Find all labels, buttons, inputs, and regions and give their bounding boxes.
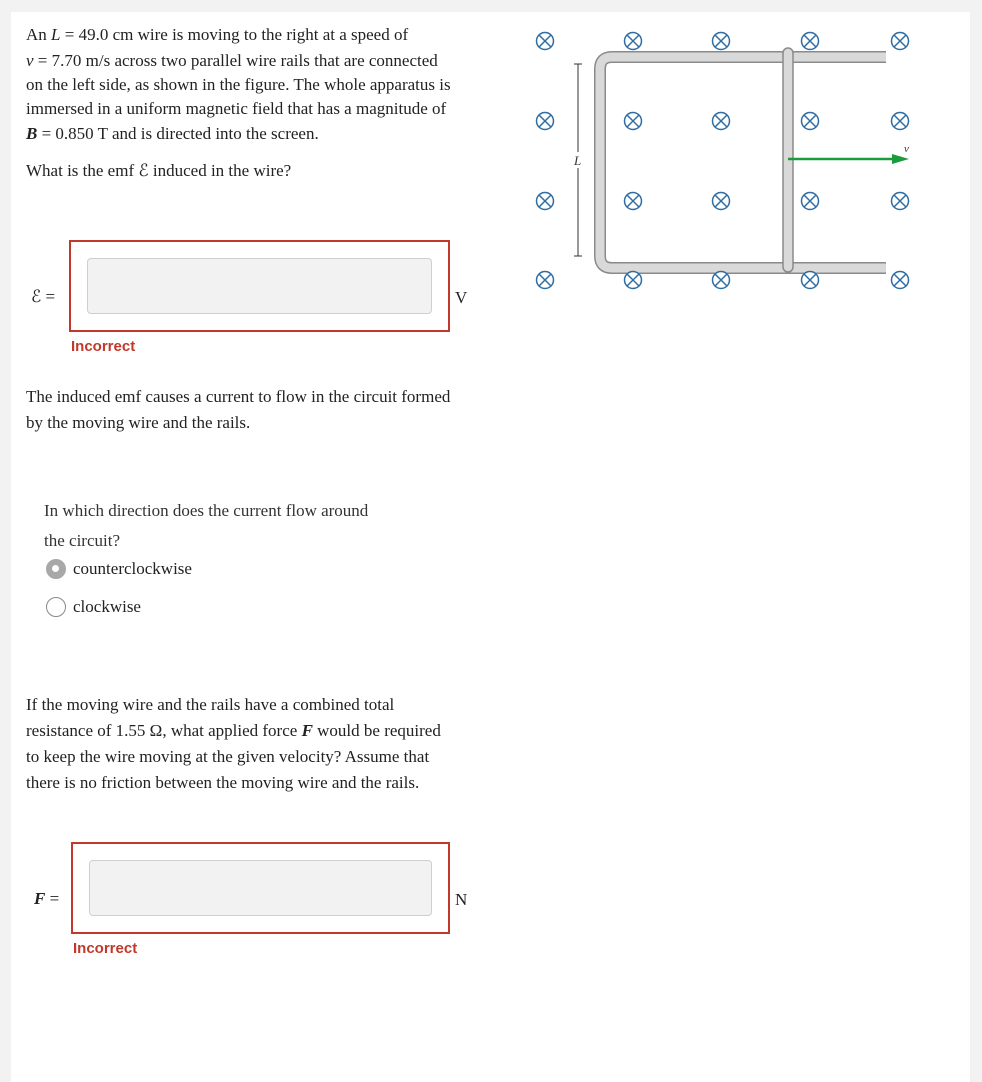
length-label: L xyxy=(574,153,582,168)
problem-intro-line-4: immersed in a uniform magnetic field that has a magnitude of xyxy=(26,99,447,118)
force-label: F = xyxy=(34,889,60,908)
emf-input[interactable] xyxy=(87,258,432,314)
rails xyxy=(600,57,886,268)
problem-intro-line-2: v = 7.70 m/s across two parallel wire rails that are connected xyxy=(26,51,438,70)
force-question-line-4: there is no friction between the moving wire and the rails. xyxy=(26,773,420,792)
option-label: clockwise xyxy=(73,597,141,616)
force-question-line-1: If the moving wire and the rails have a combined total xyxy=(26,695,395,714)
direction-question-line-2: the circuit? xyxy=(44,531,120,550)
direction-question-line-1: In which direction does the current flow around xyxy=(44,501,369,520)
emf-feedback: Incorrect xyxy=(71,338,136,355)
option-clockwise[interactable] xyxy=(46,597,141,617)
force-input[interactable] xyxy=(89,860,432,916)
force-question-line-3: to keep the wire moving at the given velocity? Assume that xyxy=(26,747,430,766)
magnetic-field-symbols xyxy=(537,33,909,289)
problem-intro-line-5: B = 0.850 T and is directed into the screen. xyxy=(26,124,319,143)
option-counterclockwise[interactable] xyxy=(46,559,192,579)
option-label: counterclockwise xyxy=(73,559,192,578)
velocity-label: v xyxy=(904,143,909,155)
force-feedback: Incorrect xyxy=(73,940,138,957)
current-paragraph-line-1: The induced emf causes a current to flow in the circuit formed xyxy=(26,387,451,406)
emf-question: What is the emf ℰ induced in the wire? xyxy=(26,161,292,180)
current-paragraph-line-2: by the moving wire and the rails. xyxy=(26,413,251,432)
emf-label: ℰ = xyxy=(31,287,56,306)
radio-selected-icon[interactable] xyxy=(46,559,66,579)
problem-intro-line-1: An L = 49.0 cm wire is moving to the right at a speed of xyxy=(26,25,409,44)
force-question-line-2: resistance of 1.55 Ω, what applied force F would be required xyxy=(26,721,441,740)
circuit-figure xyxy=(520,20,920,310)
problem-intro-line-3: on the left side, as shown in the figure. The whole apparatus is xyxy=(26,75,451,94)
emf-unit: V xyxy=(455,288,468,307)
force-unit: N xyxy=(455,890,468,909)
radio-unselected-icon[interactable] xyxy=(46,597,66,617)
velocity-arrow xyxy=(788,154,909,164)
